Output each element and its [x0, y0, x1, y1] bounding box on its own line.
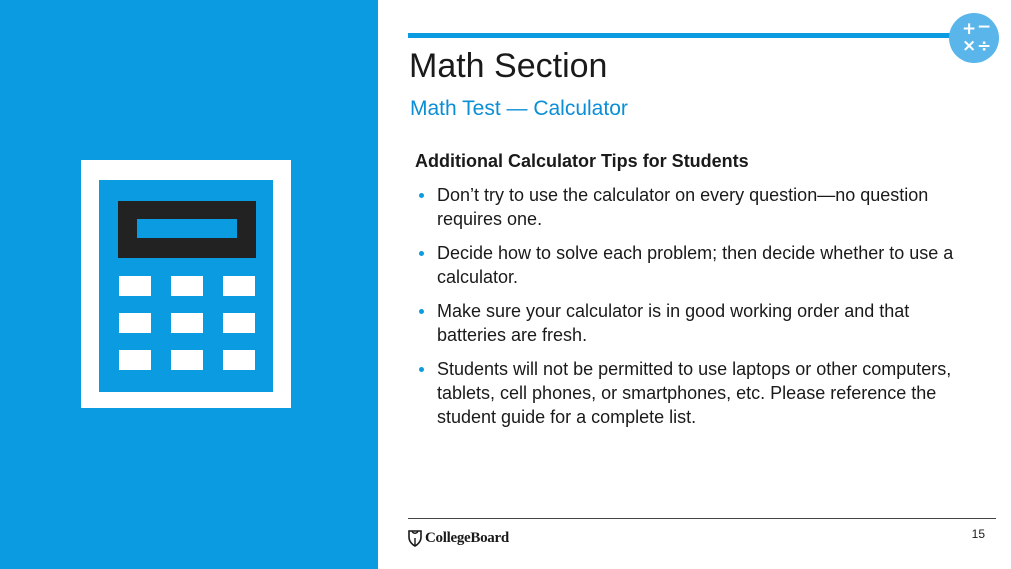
tips-list — [415, 183, 955, 439]
minus-icon: − — [977, 17, 992, 37]
left-accent-panel — [0, 0, 378, 569]
divide-icon: ÷ — [977, 36, 992, 56]
acorn-icon — [408, 529, 422, 547]
tip-text: Don’t try to use the calculator on every question—no question requires one. — [437, 185, 929, 229]
plus-icon: + — [962, 19, 977, 39]
multiply-icon: × — [962, 36, 977, 56]
list-item — [415, 299, 955, 347]
logo-wordmark: CollegeBoard — [425, 529, 509, 546]
tip-text: Decide how to solve each problem; then decide whether to use a calculator. — [437, 243, 954, 287]
bullet-icon — [419, 309, 424, 314]
footer-rule — [408, 518, 996, 519]
bullet-icon — [419, 193, 424, 198]
college-board-logo — [408, 528, 509, 548]
list-item — [415, 357, 955, 429]
list-item — [415, 183, 955, 231]
tips-heading: Additional Calculator Tips for Students — [415, 151, 749, 171]
page-subtitle: Math Test — Calculator — [410, 97, 628, 120]
tip-text: Students will not be permitted to use laptops or other computers, tablets, cell phones, or smartphones, etc. Please reference the student guide for a complete list. — [437, 359, 952, 427]
bullet-icon — [419, 251, 424, 256]
calculator-icon — [81, 160, 291, 408]
list-item — [415, 241, 955, 289]
page-number: 15 — [971, 527, 985, 541]
page-title: Math Section — [409, 47, 608, 85]
bullet-icon — [419, 367, 424, 372]
math-operators-icon — [949, 13, 999, 63]
tip-text: Make sure your calculator is in good working order and that batteries are fresh. — [437, 301, 910, 345]
header-rule — [408, 33, 954, 38]
